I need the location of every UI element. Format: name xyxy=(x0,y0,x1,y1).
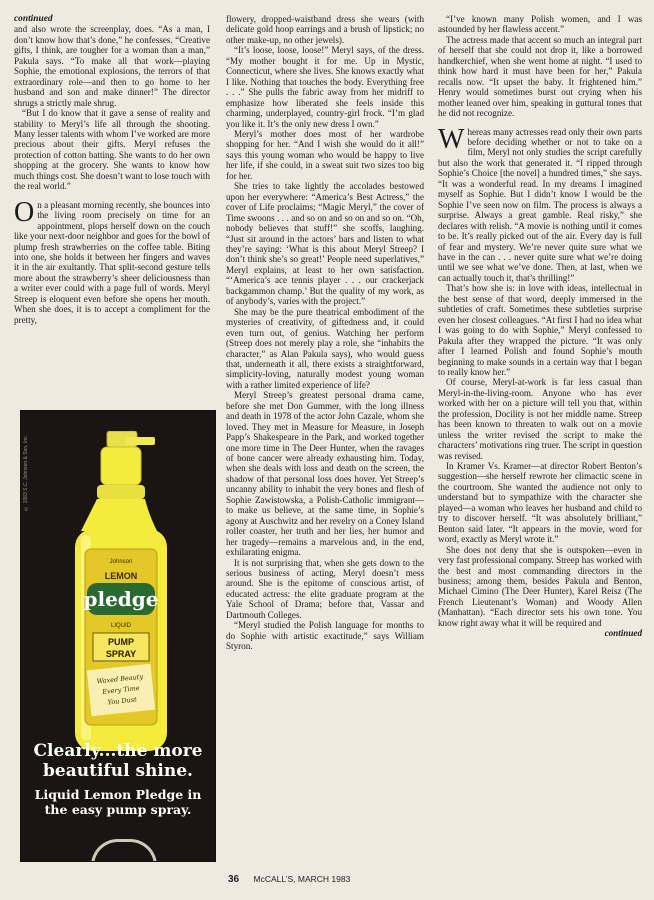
magazine-issue: McCALL’S, MARCH 1983 xyxy=(253,874,351,884)
pledge-advertisement xyxy=(20,410,216,862)
ad-label-spray: SPRAY xyxy=(105,649,137,659)
article-paragraph: The actress made that accent so much an integral part of herself that she could not drop it, like a borrowed handkerchief, when she went home at night. “I used to think how hard it must have been for her,” Pakula recalls now. “It upset the baby. It frightened him.” Henry would sometimes burst out crying when his mother leaned over him, speaking in guttural tones that he did not recognize. xyxy=(438,34,642,119)
ad-brand-small: Johnson xyxy=(109,559,133,565)
article-paragraph-dropcap xyxy=(438,123,642,284)
article-paragraph: and also wrote the screenplay, does. “As a man, I don’t know how that’s done,” he confesses. “Creative gifts, I think, are tougher for a woman than a man,” Pakula says. “To make all that work—playing Sophie, the emotional explosions, the terrors of that extraordinary role—and then to go home to her husband and son and make dinner!” The director shrugs a strictly male shrug. xyxy=(14,24,210,108)
drop-cap: O xyxy=(14,196,35,228)
article-paragraph: In Kramer Vs. Kramer—at director Robert Benton’s suggestion—she herself rewrote her climactic scene in the courtroom. She wanted the audience not only to understand but to sympathize with the character she played—a woman who leaves her husband and child to try to discover herself. “It was absolutely brilliant,” Benton said later. “It appears in the movie, word for word, exactly as Meryl wrote it.” xyxy=(438,461,642,545)
article-paragraph: flowery, dropped-waistband dress she wears (with delicate gold hoop earrings and a brush of lipstick; no other make-up, no other jewels). xyxy=(226,14,424,45)
dropcap-paragraph-text: n a pleasant morning recently, she bounces into the living room precisely on time for an appointment, plops herself down on the couch like your next-door neighbor and goes for the bowl of plump fresh strawberries on the coffee table. Biting into one, she holds it between her fingers and waves it in the air exultantly. That split-second gesture tells more about the strawberry’s sheer deliciousness than a writer ever could with a page full of words. Meryl Streep is eloquent even before she opens her mouth. When she does, it is to accept a compliment for the pretty, xyxy=(14,199,210,325)
article-paragraph: She does not deny that she is outspoken—even in very fast professional company. Streep has worked with the best and most commanding directors in the business; among them, besides Pakula and Benton, Michael Cimino (The Deer Hunter), Karel Reisz (The French Lieutenant’s Woman) and Woody Allen (Manhattan). “Each director sets his own tone. You know right away what it will be required and xyxy=(438,544,642,628)
article-paragraph: “Meryl studied the Polish language for months to do Sophie with artistic exactitude,” says William Styron. xyxy=(226,620,424,652)
page-number: 36 xyxy=(228,874,240,885)
ad-label-pump: PUMP xyxy=(107,637,135,647)
article-paragraph: Meryl’s mother does most of her wardrobe shopping for her. “And I wish she would do it all!” says this young woman who would be happy to live her life, if she could, in a sweat suit two sizes too big for her. xyxy=(226,128,424,181)
ad-headline: Clearly...the more beautiful shine. xyxy=(33,741,203,781)
continued-label-top: continued xyxy=(14,14,53,24)
article-paragraph: It is not surprising that, when she gets down to the serious business of acting, Meryl doesn’t mess around. She is the epitome of conscious artist, of educated actress: the elite graduate program at the Yale School of Drama; before that, Vassar and Dartmouth Colleges. xyxy=(226,557,424,620)
article-paragraph: “I’ve known many Polish women, and I was astounded by her flawless accent.” xyxy=(438,14,642,35)
article-column-2 xyxy=(226,14,424,652)
ad-label-tag-1: Waxed Beauty xyxy=(96,672,144,686)
ad-label-liquid: LIQUID xyxy=(110,623,132,629)
article-paragraph: “It’s loose, loose, loose!” Meryl says, of the dress. “My mother bought it for me. Up in Mystic, Connecticut, where she lives. She knows exactly what I like. Nothing that touches the body. Everything free . . .” She pulls the fabric away from her midriff to emphasize how liberated she feels inside this charming, underplayed, country-girl frock. “I’m glad you like it. It’s the only new dress I own.” xyxy=(226,45,424,129)
ad-label-tag-3: You Dust xyxy=(107,695,138,707)
page-folio xyxy=(228,874,424,885)
article-paragraph: That’s how she is: in love with ideas, intellectual in the best sense of that word, deeply immersed in the subtleties of craft. Sometimes these subtleties surprise even her closest colleagues. “At first I had no idea what I was going to do with Sophie,” Meryl confessed to Pakula after they wrapped the picture. “It was only after I learned Polish and found Sophie’s mouth beginning to make sounds in a certain way that I began to really know her.” xyxy=(438,283,642,377)
ad-copyright: © 1983 S.C. Johnson & Son, Inc. xyxy=(23,435,29,511)
article-paragraph-dropcap xyxy=(14,196,210,325)
article-paragraph: Of course, Meryl-at-work is far less casual than Meryl-in-the-living-room. Anyone who has ever worked with her on a picture will tell you that, within the profession, Docility is not her middle name. Streep has been known to threaten to walk out on a movie unless the writer revised the script to make the characters’ motivations ring truer. The script in question was revised. xyxy=(438,377,642,461)
article-paragraph: She may be the pure theatrical embodiment of the mysteries of creativity, of giftedness and, it could even turn out, of genius. Watching her perform (Streep does not merely play a role, she “inhabits the character,” as Alan Pakula says), who would guess that, underneath it all, there exists a straightforward, simplicity-loving, naturally modest young woman with a rather limited experience of life? xyxy=(226,306,424,390)
article-paragraph: Meryl Streep’s greatest personal drama came, before she met Don Gummer, with the long illness and death in 1978 of the actor John Cazale, whom she loved. They met in Measure for Measure, in Joseph Papp’s Shakespeare in the Park, and worked together one more time in The Deer Hunter, when the ravages of bone cancer were already exhausting him. Today, when she deals with loss and death on the screen, the shadow of that personal loss does hover. Yet Streep’s uncanny ability to inhabit the very bones and flesh of Sophie Zawistowska, a Polish-Catholic immigrant—to make us believe, at the same time, in Sophie’s agony at Auschwitz and her revelry on a Coney Island roller coaster, her truth and her lies, her humor and her tragedy—remains a marvelous and, in the end, exhilarating enigma. xyxy=(226,390,424,558)
ad-label-brand: pledge xyxy=(83,587,159,611)
article-paragraph: She tries to take lightly the accolades bestowed upon her everywhere: “America’s Best Actress,” the cover of Life proclaims; “Magic Meryl,” the cover of Time swoons . . . and so on and so on and so on. “Oh, nobody believes that stuff!” she scoffs, laughing. “Just sit around in the actors’ bars and listen to what they’re saying: ‘What is this about Meryl Streep? I don’t think she’s so great!’ People need superlatives,” Meryl explains, at least to her own satisfaction. “‘America’s ace tennis player . . . our crackerjack backgammon champ.’ But the quality of my work, as of anybody’s, varies with the project.” xyxy=(226,181,424,307)
ad-label-lemon: LEMON xyxy=(104,571,138,581)
article-column-1 xyxy=(14,14,210,325)
ad-label-tag-2: Every Time xyxy=(101,684,141,696)
article-paragraph: “But I do know that it gave a sense of reality and stability to Meryl’s life all through the shooting. Many lesser talents with whom I’ve worked are more precious about their gifts. Meryl refuses the protection of cotton batting. She wants to do her own shopping at the grocery. She wants to know how much things cost. She doesn’t want to lose touch with the real world.” xyxy=(14,108,210,192)
pledge-bottle-image xyxy=(59,431,179,751)
dropcap-paragraph-text: hereas many actresses read only their own parts before deciding whether or not to take on a film, Meryl not only studies the script carefully but also the work that generated it. “I ripped through Sophie’s Choice [the novel] a hundred times,” she says. “It was a wonderful read. In my dreams I imagined myself as Sophie. But I didn’t know I would be the Sophie I’ve seen now on film. The process is always a surprise. Always a great gamble. Real risky,” she declares with relish. “A movie is nothing until it comes to be. It’s really picked out of the air. Every day is full of fear and mystery. We’re never quite sure what we have in the can . . . never quite sure what we’re doing until we see what we’ve done. Then, at last, when we can actually touch it, that’s thrilling!” xyxy=(438,126,642,283)
continued-label-bottom: continued xyxy=(604,628,642,639)
drop-cap: W xyxy=(438,123,465,155)
article-column-3 xyxy=(438,14,642,639)
johnson-logo-icon xyxy=(91,839,157,862)
ad-subheadline: Liquid Lemon Pledge in the easy pump spray. xyxy=(34,787,202,817)
